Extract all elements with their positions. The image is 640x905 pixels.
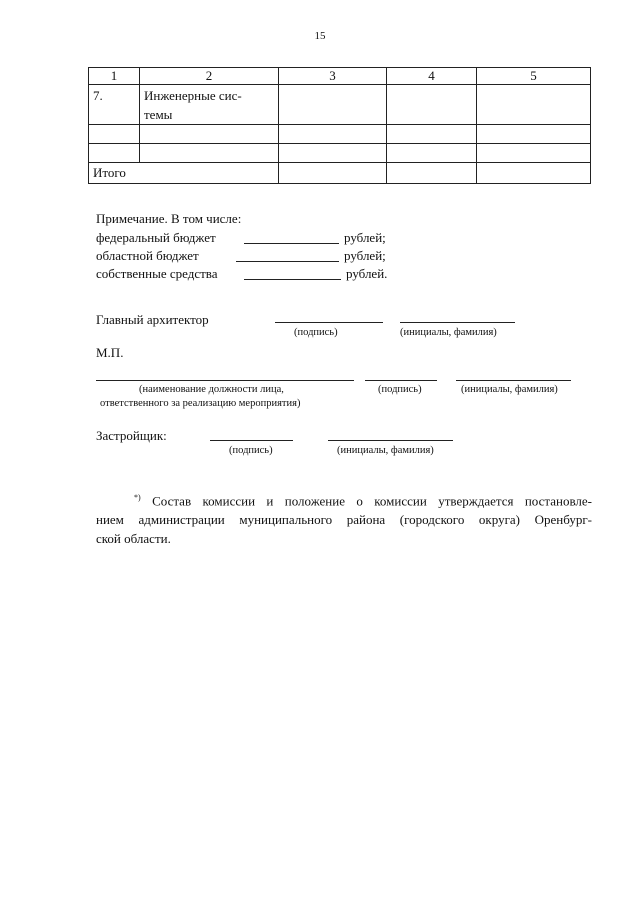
footnote-line: нием администрации муниципального района (городского округа) Оренбург- — [96, 512, 592, 528]
federal-budget-label: федеральный бюджет — [96, 230, 216, 245]
developer-name-line — [328, 440, 453, 441]
responsible-signature-caption: (подпись) — [378, 384, 422, 395]
column-header: 4 — [387, 68, 477, 85]
responsible-signature-line — [365, 380, 437, 381]
column-header: 3 — [279, 68, 387, 85]
regional-budget-unit: рублей; — [344, 248, 386, 263]
table-cell — [140, 125, 279, 144]
table-cell — [477, 144, 591, 163]
responsible-name-line — [456, 380, 571, 381]
row-name-line: темы — [144, 107, 173, 122]
table-row — [89, 144, 591, 163]
row-name-line: Инженерные сис- — [144, 88, 242, 103]
architect-signature-caption: (подпись) — [294, 327, 338, 338]
column-header: 2 — [140, 68, 279, 85]
developer-label: Застройщик: — [96, 428, 167, 443]
regional-budget-label: областной бюджет — [96, 248, 199, 263]
table-cell — [140, 144, 279, 163]
table-cell — [279, 85, 387, 125]
developer-signature-line — [210, 440, 293, 441]
page-number: 15 — [314, 30, 326, 42]
total-label: Итого — [89, 163, 279, 184]
footnote-marker: *) — [134, 493, 141, 502]
table-cell — [387, 85, 477, 125]
column-header: 5 — [477, 68, 591, 85]
own-funds-blank — [244, 279, 341, 280]
developer-name-caption: (инициалы, фамилия) — [337, 445, 434, 456]
architect-name-line — [400, 322, 515, 323]
federal-budget-unit: рублей; — [344, 230, 386, 245]
architect-signature-line — [275, 322, 383, 323]
table-row — [89, 85, 591, 125]
regional-budget-blank — [236, 261, 339, 262]
note-title: Примечание. В том числе: — [96, 211, 242, 226]
table-cell — [279, 144, 387, 163]
position-caption-line1: (наименование должности лица, — [139, 384, 284, 395]
footnote — [96, 488, 592, 548]
responsible-name-caption: (инициалы, фамилия) — [461, 384, 558, 395]
table-cell — [387, 163, 477, 184]
table-cell — [279, 125, 387, 144]
table-row — [89, 125, 591, 144]
table-cell — [89, 144, 140, 163]
table-cell — [387, 144, 477, 163]
table-cell — [477, 125, 591, 144]
footnote-line — [96, 488, 592, 510]
chief-architect-label: Главный архитектор — [96, 312, 209, 327]
table-cell — [477, 163, 591, 184]
table-cell — [279, 163, 387, 184]
table-cell — [89, 125, 140, 144]
cost-table — [88, 67, 591, 184]
position-caption-line2: ответственного за реализацию мероприятия) — [100, 398, 301, 409]
own-funds-label: собственные средства — [96, 266, 218, 281]
row-number: 7. — [89, 85, 140, 125]
footnote-line: ской области. — [96, 531, 171, 547]
position-line — [96, 380, 354, 381]
developer-signature-caption: (подпись) — [229, 445, 273, 456]
column-header: 1 — [89, 68, 140, 85]
footnote-text: Состав комиссии и положение о комиссии утверждается постановле- — [152, 493, 593, 509]
table-header-row — [89, 68, 591, 85]
table-cell — [477, 85, 591, 125]
table-cell — [387, 125, 477, 144]
table-total-row — [89, 163, 591, 184]
own-funds-unit: рублей. — [346, 266, 388, 281]
stamp-label: М.П. — [96, 345, 124, 360]
federal-budget-blank — [244, 243, 339, 244]
architect-name-caption: (инициалы, фамилия) — [400, 327, 497, 338]
row-name — [140, 85, 279, 125]
